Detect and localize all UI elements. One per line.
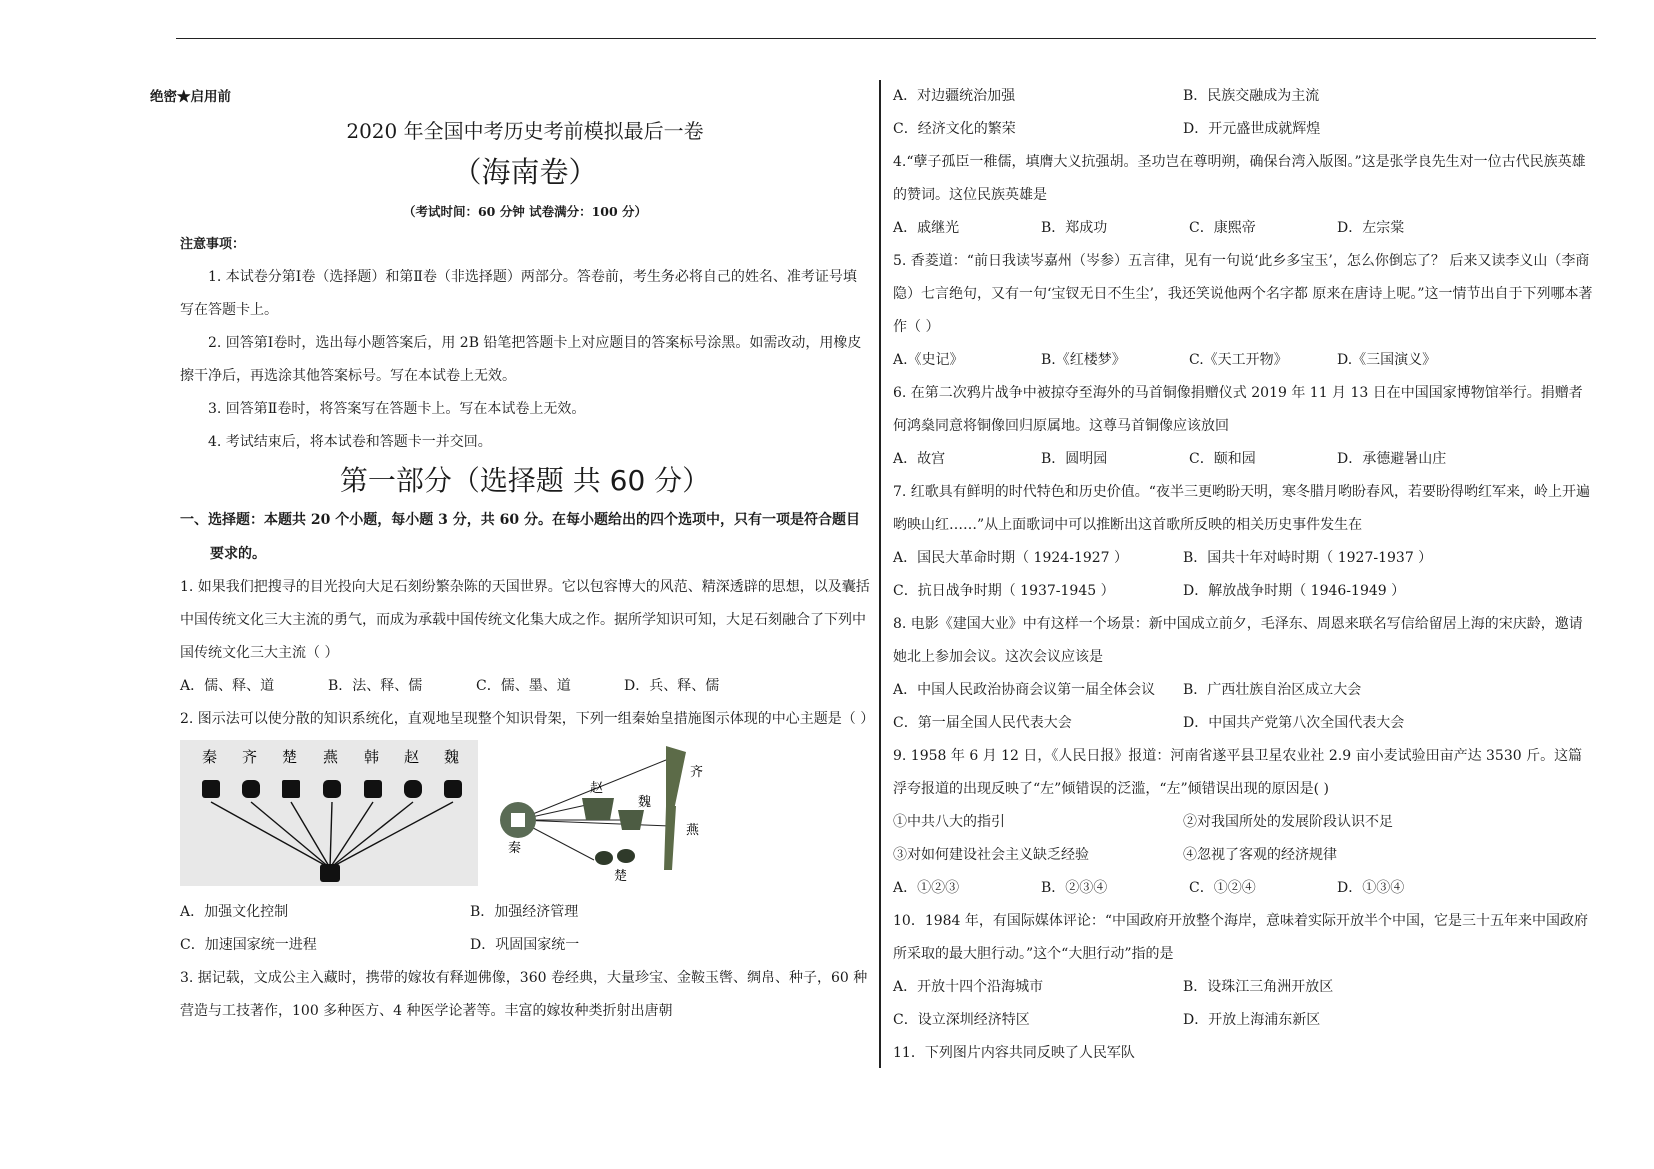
question-3-stem: 3. 据记载，文成公主入藏时，携带的嫁妆有释迦佛像，360 卷经典，大量珍宝、金鞍玉辔、绸帛、种子，60 种营造与工技著作，100 多种医方、4 种医学论著等。丰富的嫁妆种类折射出唐朝 <box>180 970 868 1019</box>
state-label: 赵 <box>404 748 420 766</box>
question-9-stem: 9. 1958 年 6 月 12 日，《人民日报》报道：河南省遂平县卫星农业社 2.9 亩小麦试验田亩产达 3530 斤。这篇浮夸报道的出现反映了“左”倾错误的泛滥，“左”倾错误出现的原因是( ) <box>893 748 1583 797</box>
left-column <box>150 80 875 1028</box>
statement-2: ②对我国所处的发展阶段认识不足 <box>1183 814 1393 830</box>
question-10-options-row2 <box>893 1004 1593 1037</box>
option-a: A．加强文化控制 <box>180 904 289 920</box>
option-b: B．法、释、儒 <box>328 678 423 694</box>
exam-region: （海南卷） <box>452 155 598 189</box>
question-1-options <box>150 670 870 703</box>
state-label: 秦 <box>202 748 218 766</box>
statement-1: ①中共八大的指引 <box>893 814 1005 830</box>
question-8-options-row1 <box>893 674 1593 707</box>
option-d: D．承德避暑山庄 <box>1337 451 1447 467</box>
question-5-options <box>893 344 1593 377</box>
option-c: C．颐和园 <box>1189 451 1256 467</box>
currency-state-label: 魏 <box>638 795 652 810</box>
chu-ant-nose-coin <box>595 851 613 865</box>
question-8-options-row2 <box>893 707 1593 740</box>
statement-3: ③对如何建设社会主义缺乏经验 <box>893 847 1089 863</box>
section-intro-line2: 要求的。 <box>210 546 266 562</box>
state-label: 燕 <box>323 748 339 766</box>
option-a: A．故宫 <box>893 451 946 467</box>
currency-state-label: 秦 <box>508 841 522 856</box>
option-d: D．兵、释、儒 <box>624 678 720 694</box>
option-a: A.《史记》 <box>893 352 964 368</box>
question-7-stem: 7. 红歌具有鲜明的时代特色和历史价值。“夜半三更哟盼天明，寒冬腊月哟盼春风，若要盼得哟红军来，岭上开遍哟映山红……”从上面歌词中可以推断出这首歌所反映的相关历史事件发生在 <box>893 484 1590 533</box>
question-11-stem: 11．下列图片内容共同反映了人民军队 <box>893 1045 1135 1061</box>
column-divider <box>879 80 881 1068</box>
currency-state-label: 楚 <box>614 869 628 884</box>
option-d: D．中国共产党第八次全国代表大会 <box>1183 715 1405 731</box>
question-7-options-row1 <box>893 542 1593 575</box>
question-8-stem: 8. 电影《建国大业》中有这样一个场景：新中国成立前夕，毛泽东、周恩来联名写信给留居上海的宋庆龄，邀请她北上参加会议。这次会议应该是 <box>893 616 1583 665</box>
option-b: B．民族交融成为主流 <box>1183 88 1320 104</box>
top-rule <box>176 38 1596 39</box>
currency-state-label: 赵 <box>590 781 604 796</box>
option-a: A．中国人民政治协商会议第一届全体会议 <box>893 682 1156 698</box>
question-5-stem: 5. 香菱道：“前日我读岑嘉州（岑参）五言律，见有一句说‘此乡多宝玉’，怎么你倒忘了？ 后来又读李义山（李商隐）七言绝句，又有一句‘宝钗无日不生尘’，我还笑说他两个名字都 原来在唐诗上呢。”这一情节出自于下列哪本著作（ ） <box>893 253 1593 335</box>
option-d: D.《三国演义》 <box>1337 352 1437 368</box>
question-1-stem: 1. 如果我们把搜寻的目光投向大足石刻纷繁杂陈的天国世界。它以包容博大的风范、精深透辟的思想，以及囊括中国传统文化三大主流的勇气，而成为承载中国传统文化集大成之作。据所学知识可知，大足石刻融合了下列中国传统文化三大主流（ ） <box>180 579 870 661</box>
currency-unification-figure <box>490 740 730 886</box>
state-label: 齐 <box>242 748 258 766</box>
question-9-statements-row2 <box>893 839 1593 872</box>
option-b: B．加强经济管理 <box>470 904 579 920</box>
question-10-stem: 10．1984 年，有国际媒体评论：“中国政府开放整个海岸，意味着实际开放半个中国，它是三十五年来中国政府所采取的最大胆行动。”这个“大胆行动”指的是 <box>893 913 1589 962</box>
question-2-options-row1 <box>150 896 870 929</box>
option-d: D．①③④ <box>1337 880 1405 896</box>
currency-state-label: 齐 <box>690 765 704 780</box>
option-c: C．加速国家统一进程 <box>180 937 317 953</box>
right-column <box>893 80 1593 1070</box>
option-a: A．国民大革命时期（ 1924-1927 ） <box>893 550 1128 566</box>
option-c: C．康熙帝 <box>1189 220 1256 236</box>
option-c: C．①②④ <box>1189 880 1256 896</box>
option-a: A．儒、释、道 <box>180 678 275 694</box>
question-9-statements-row1 <box>893 806 1593 839</box>
option-b: B.《红楼梦》 <box>1041 352 1126 368</box>
option-c: C．儒、墨、道 <box>476 678 571 694</box>
exam-info: （考试时间：60 分钟 试卷满分：100 分） <box>402 204 648 219</box>
statement-4: ④忽视了客观的经济规律 <box>1183 847 1337 863</box>
option-d: D．开元盛世成就辉煌 <box>1183 121 1321 137</box>
state-label: 魏 <box>444 748 460 766</box>
option-b: B．设珠江三角洲开放区 <box>1183 979 1334 995</box>
state-label: 韩 <box>364 748 380 766</box>
option-a: A．戚继光 <box>893 220 960 236</box>
option-c: C．抗日战争时期（ 1937-1945 ） <box>893 583 1115 599</box>
notice-item: 4. 考试结束后，将本试卷和答题卡一并交回。 <box>208 434 492 450</box>
option-b: B．②③④ <box>1041 880 1108 896</box>
option-b: B．圆明园 <box>1041 451 1108 467</box>
option-b: B．广西壮族自治区成立大会 <box>1183 682 1362 698</box>
notice-item: 2. 回答第Ⅰ卷时，选出每小题答案后，用 2B 铅笔把答题卡上对应题目的答案标号涂黑。如需改动，用橡皮擦干净后，再选涂其他答案标号。写在本试卷上无效。 <box>180 335 862 384</box>
question-10-options-row1 <box>893 971 1593 1004</box>
notice-title: 注意事项： <box>180 237 246 252</box>
option-d: D．解放战争时期（ 1946-1949 ） <box>1183 583 1406 599</box>
question-2-options-row2 <box>150 929 870 962</box>
unified-glyph <box>320 864 340 882</box>
exam-title: 2020 年全国中考历史考前模拟最后一卷 <box>346 119 704 143</box>
option-c: C．第一届全国人民代表大会 <box>893 715 1072 731</box>
option-a: A．对边疆统治加强 <box>893 88 1016 104</box>
option-d: D．巩固国家统一 <box>470 937 580 953</box>
question-3-options-row1 <box>893 80 1593 113</box>
question-4-options <box>893 212 1593 245</box>
option-b: B．国共十年对峙时期（ 1927-1937 ） <box>1183 550 1433 566</box>
wei-spade-coin <box>618 810 644 830</box>
question-7-options-row2 <box>893 575 1593 608</box>
secret-label: 绝密★启用前 <box>150 89 231 105</box>
question-9-options <box>893 872 1593 905</box>
currency-state-label: 燕 <box>686 823 700 838</box>
option-d: D．开放上海浦东新区 <box>1183 1012 1321 1028</box>
state-label: 楚 <box>282 748 298 766</box>
script-unification-figure <box>180 740 478 886</box>
question-6-options <box>893 443 1593 476</box>
question-4-stem: 4.“孽子孤臣一稚儒，填膺大义抗强胡。圣功岂在尊明朔，确保台湾入版图。”这是张学良先生对一位古代民族英雄的赞词。这位民族英雄是 <box>893 154 1586 203</box>
option-a: A．开放十四个沿海城市 <box>893 979 1044 995</box>
question-2-figures <box>180 740 870 892</box>
option-a: A．①②③ <box>893 880 960 896</box>
option-c: C.《天工开物》 <box>1189 352 1288 368</box>
notice-item: 1. 本试卷分第Ⅰ卷（选择题）和第Ⅱ卷（非选择题）两部分。答卷前，考生务必将自己的姓名、准考证号填写在答题卡上。 <box>180 269 857 318</box>
option-b: B．郑成功 <box>1041 220 1108 236</box>
option-c: C．设立深圳经济特区 <box>893 1012 1030 1028</box>
option-d: D．左宗棠 <box>1337 220 1405 236</box>
question-2-stem: 2. 图示法可以使分散的知识系统化，直观地呈现整个知识骨架，下列一组秦始皇措施图示体现的中心主题是（ ） <box>180 711 875 727</box>
question-3-options-row2 <box>893 113 1593 146</box>
part-title: 第一部分（选择题 共 60 分） <box>339 464 711 497</box>
chu-ant-nose-coin <box>617 849 635 863</box>
notice-item: 3. 回答第Ⅱ卷时，将答案写在答题卡上。写在本试卷上无效。 <box>208 401 586 417</box>
coin-square-hole <box>511 813 525 827</box>
section-intro <box>150 503 870 571</box>
question-6-stem: 6. 在第二次鸦片战争中被掠夺至海外的马首铜像捐赠仪式 2019 年 11 月 13 日在中国国家博物馆举行。捐赠者何鸿燊同意将铜像回归原属地。这尊马首铜像应该放回 <box>893 385 1583 434</box>
section-intro-line1: 一、选择题：本题共 20 个小题，每小题 3 分，共 60 分。在每小题给出的四个选项中，只有一项是符合题目 <box>180 512 860 528</box>
zhao-spade-coin <box>582 798 614 820</box>
option-c: C．经济文化的繁荣 <box>893 121 1016 137</box>
